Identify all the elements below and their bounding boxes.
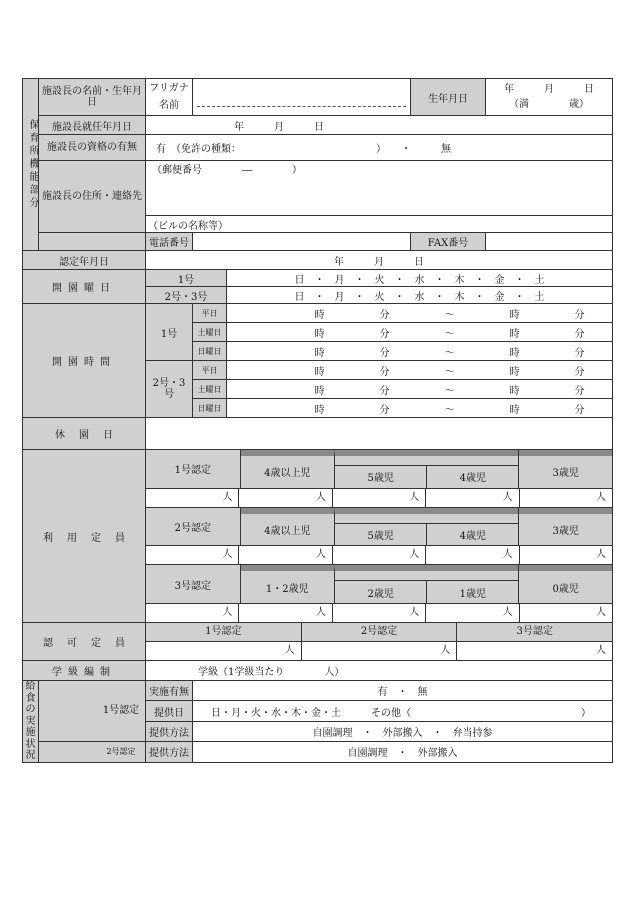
- capacity-sub-2-d: 3歳児: [519, 508, 612, 546]
- postal-code-field[interactable]: （郵便番号 ― ）: [146, 161, 613, 216]
- qualification-label: 施設長の資格の有無: [39, 135, 146, 161]
- hours-23-sunday-field[interactable]: 時 分 ～ 時 分: [227, 399, 613, 418]
- hours-23-saturday-label: 土曜日: [193, 380, 227, 399]
- capacity-1-count-1[interactable]: 人: [146, 489, 239, 507]
- capacity-sub-1-d: 3歳児: [519, 450, 612, 488]
- hours-23-sunday-label: 日曜日: [193, 399, 227, 418]
- capacity-2-count-5[interactable]: 人: [596, 549, 607, 561]
- birthdate-label: 生年月日: [411, 79, 486, 116]
- approval-date-label: 認定年月日: [23, 251, 146, 270]
- capacity-1-count-3[interactable]: 人: [333, 489, 426, 507]
- open-days-label: 開園曜日: [23, 270, 146, 304]
- capacity-block-2: [146, 508, 612, 566]
- license-2-field[interactable]: 人: [302, 642, 458, 660]
- license-1-field[interactable]: 人: [146, 642, 302, 660]
- capacity-2-count-4[interactable]: 人: [426, 546, 519, 564]
- furigana-name-labels: フリガナ 名前: [146, 79, 193, 116]
- address-label: 施設長の住所・連絡先: [39, 161, 146, 233]
- capacity-sub-3-b: 2歳児: [335, 581, 427, 603]
- capacity-3-count-3[interactable]: 人: [333, 604, 426, 622]
- phone-field[interactable]: [193, 233, 411, 251]
- license-capacity-value-row: [146, 642, 613, 661]
- fax-label: FAX番号: [411, 233, 486, 251]
- license-capacity-label: 認可定員: [23, 623, 146, 661]
- hours-1-sunday-label: 日曜日: [193, 342, 227, 361]
- hours-1-saturday-label: 土曜日: [193, 323, 227, 342]
- capacity-title-1: 1号認定: [146, 450, 241, 488]
- open-days-row-1[interactable]: 日 ・ 月 ・ 火 ・ 水 ・ 木 ・ 金 ・ 土: [227, 270, 613, 287]
- capacity-title-3: 3号認定: [146, 565, 241, 603]
- hours-23-weekday-label: 平日: [193, 361, 227, 380]
- open-hours-type-1: 1号: [146, 304, 193, 361]
- open-days-type-23: 2号・3号: [146, 287, 227, 304]
- holidays-label: 休園日: [23, 418, 146, 450]
- childcare-section-label: 保育所機能部分: [23, 79, 39, 251]
- meals-impl-label: 実施有無: [146, 681, 193, 701]
- holidays-field[interactable]: [146, 418, 613, 450]
- meals-method-1-field[interactable]: 自園調理 ・ 外部搬入 ・ 弁当持参: [193, 721, 613, 741]
- capacity-sub-3-a: 1・2歳児: [241, 565, 336, 603]
- capacity-label: 利用定員: [23, 450, 146, 623]
- building-name-field[interactable]: （ビルの名称等）: [146, 216, 613, 233]
- appointed-date-label: 施設長就任年月日: [39, 116, 146, 135]
- open-hours-label: 開園時間: [23, 304, 146, 418]
- hours-23-weekday-field[interactable]: 時 分 ～ 時 分: [227, 361, 613, 380]
- license-3-field[interactable]: 人: [596, 645, 607, 656]
- director-name-birth-label: 施設長の名前・生年月日: [39, 79, 146, 116]
- meals-days-field[interactable]: 日・月・火・水・木・金・土 その他（ ）: [193, 701, 613, 721]
- capacity-3-count-2[interactable]: 人: [239, 604, 332, 622]
- capacity-block-3: [146, 565, 612, 622]
- license-3-header: 3号認定: [516, 626, 553, 637]
- hours-1-weekday-label: 平日: [193, 304, 227, 323]
- hours-23-saturday-field[interactable]: 時 分 ～ 時 分: [227, 380, 613, 399]
- meals-type-1: 1号認定: [39, 681, 146, 742]
- capacity-3-count-5[interactable]: 人: [596, 607, 607, 619]
- capacity-block-1: [146, 450, 612, 508]
- open-days-row-23[interactable]: 日 ・ 月 ・ 火 ・ 水 ・ 木 ・ 金 ・ 土: [227, 287, 613, 304]
- approval-date-field[interactable]: 年 月 日: [146, 251, 613, 270]
- capacity-2-count-2[interactable]: 人: [239, 546, 332, 564]
- phone-label: 電話番号: [146, 233, 193, 251]
- address-label-spacer: [39, 233, 146, 251]
- hours-1-saturday-field[interactable]: 時 分 ～ 時 分: [227, 323, 613, 342]
- capacity-1-count-5[interactable]: 人: [596, 491, 607, 503]
- capacity-3-count-4[interactable]: 人: [426, 604, 519, 622]
- capacity-1-count-4[interactable]: 人: [426, 489, 519, 507]
- license-2-header: 2号認定: [302, 623, 458, 641]
- hours-1-weekday-field[interactable]: 時 分 ～ 時 分: [227, 304, 613, 323]
- facility-form: [22, 78, 613, 763]
- meals-method-2-label: 提供方法: [146, 742, 193, 762]
- qualification-field[interactable]: 有 （免許の種類： ） ・ 無: [146, 135, 613, 161]
- capacity-sub-1-b: 5歳児: [335, 466, 427, 488]
- capacity-title-2: 2号認定: [146, 508, 241, 546]
- meals-type-2: 2号認定: [39, 742, 146, 762]
- meals-method-2-field[interactable]: 自園調理 ・ 外部搬入: [193, 742, 613, 762]
- classes-label: 学級編制: [23, 661, 146, 681]
- capacity-1-count-2[interactable]: 人: [239, 489, 332, 507]
- open-days-type-1: 1号: [146, 270, 227, 287]
- birthdate-field[interactable]: 年 月 日 （満 歳）: [486, 79, 613, 116]
- capacity-sub-1-a: 4歳以上児: [241, 450, 336, 488]
- license-capacity-header-row: [146, 623, 613, 642]
- license-1-header: 1号認定: [146, 623, 302, 641]
- hours-1-sunday-field[interactable]: 時 分 ～ 時 分: [227, 342, 613, 361]
- appointed-date-field[interactable]: 年 月 日: [146, 116, 613, 135]
- capacity-2-count-3[interactable]: 人: [333, 546, 426, 564]
- capacity-sub-2-b: 5歳児: [335, 524, 427, 546]
- capacity-sub-2-c: 4歳児: [459, 531, 487, 542]
- director-name-field[interactable]: [193, 79, 411, 116]
- meals-days-label: 提供日: [146, 701, 193, 721]
- capacity-2-count-1[interactable]: 人: [146, 546, 239, 564]
- meals-impl-field[interactable]: 有 ・ 無: [193, 681, 613, 701]
- capacity-sub-2-a: 4歳以上児: [241, 508, 336, 546]
- classes-field[interactable]: 学級（1学級当たり 人）: [146, 661, 613, 681]
- meals-method-1-label: 提供方法: [146, 721, 193, 741]
- open-hours-type-23: 2号・3号: [146, 361, 193, 418]
- capacity-cell: [146, 450, 613, 623]
- capacity-3-count-1[interactable]: 人: [146, 604, 239, 622]
- capacity-sub-1-c: 4歳児: [459, 473, 487, 485]
- capacity-sub-3-d: 0歳児: [519, 565, 612, 603]
- meals-label: 給食の実施状況: [23, 681, 39, 763]
- fax-field[interactable]: [486, 233, 613, 251]
- capacity-sub-3-c: 1歳児: [459, 588, 487, 600]
